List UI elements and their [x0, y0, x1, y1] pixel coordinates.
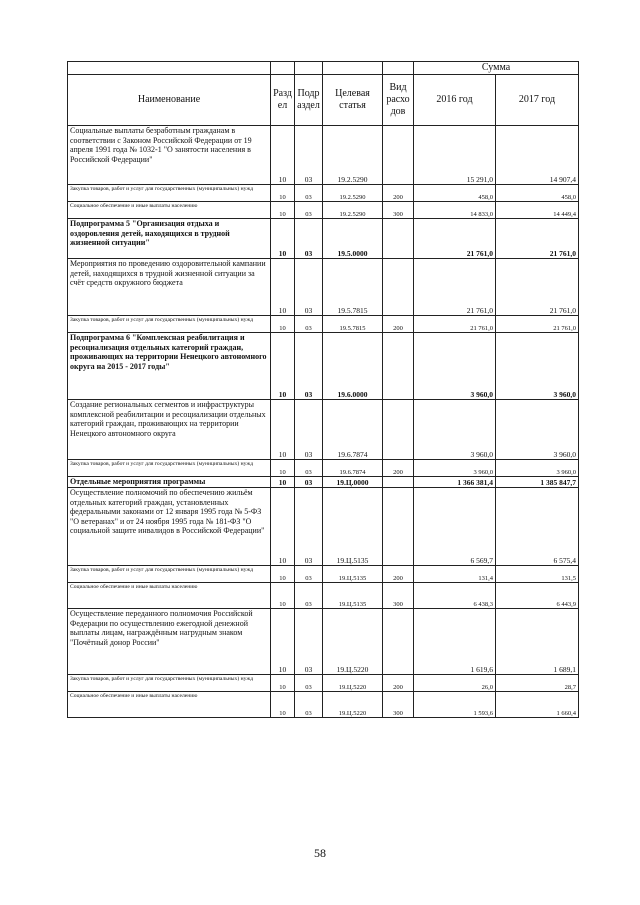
table-row: [68, 259, 579, 316]
row-amount-2016: 6 569,7: [414, 488, 496, 566]
header-sum: Сумма: [414, 62, 579, 75]
row-amount-2017: 21 761,0: [496, 316, 579, 333]
row-amount-2017: 131,5: [496, 566, 579, 583]
table-row: [68, 583, 579, 609]
table-row: [68, 333, 579, 400]
header-blank: [68, 62, 271, 75]
row-amount-2016: 3 960,0: [414, 400, 496, 460]
header-subsection: Подр аздел: [295, 75, 323, 126]
row-amount-2017: 6 443,9: [496, 583, 579, 609]
row-amount-2016: 15 291,0: [414, 126, 496, 185]
row-name: Мероприятия по проведению оздоровительной кампании детей, находящихся в трудной жизненной ситуации за счёт средств окружного бюджета: [68, 259, 271, 316]
row-subsection: 03: [295, 460, 323, 477]
table-row: [68, 219, 579, 259]
row-section: 10: [271, 126, 295, 185]
row-expense-type: [383, 400, 414, 460]
row-subsection: 03: [295, 566, 323, 583]
row-section: 10: [271, 692, 295, 718]
table-body: [68, 126, 579, 718]
row-name: Социальное обеспечение и иные выплаты населению: [68, 692, 271, 718]
table-row: [68, 488, 579, 566]
row-amount-2017: 3 960,0: [496, 460, 579, 477]
row-amount-2017: 1 385 847,7: [496, 477, 579, 488]
row-amount-2017: 458,0: [496, 185, 579, 202]
row-amount-2016: 26,0: [414, 675, 496, 692]
row-expense-type: [383, 219, 414, 259]
table-row: [68, 202, 579, 219]
row-target-article: 19.5.7815: [323, 259, 383, 316]
table-row: [68, 566, 579, 583]
header-section: Разд ел: [271, 75, 295, 126]
row-target-article: 19.2.5290: [323, 185, 383, 202]
row-section: 10: [271, 566, 295, 583]
row-name: Закупка товаров, работ и услуг для государственных (муниципальных) нужд: [68, 675, 271, 692]
row-expense-type: [383, 333, 414, 400]
row-amount-2016: 3 960,0: [414, 460, 496, 477]
row-subsection: 03: [295, 259, 323, 316]
row-name: Отдельные мероприятия программы: [68, 477, 271, 488]
row-section: 10: [271, 219, 295, 259]
row-expense-type: 300: [383, 692, 414, 718]
row-section: 10: [271, 583, 295, 609]
row-amount-2017: 28,7: [496, 675, 579, 692]
row-subsection: 03: [295, 316, 323, 333]
row-section: 10: [271, 488, 295, 566]
row-subsection: 03: [295, 185, 323, 202]
table-row: [68, 609, 579, 675]
row-section: 10: [271, 202, 295, 219]
row-target-article: 19.Ц.0000: [323, 477, 383, 488]
row-section: 10: [271, 259, 295, 316]
row-section: 10: [271, 400, 295, 460]
row-amount-2017: 21 761,0: [496, 219, 579, 259]
row-expense-type: 200: [383, 316, 414, 333]
row-name: Социальное обеспечение и иные выплаты населению: [68, 202, 271, 219]
row-target-article: 19.5.0000: [323, 219, 383, 259]
row-amount-2016: 1 593,6: [414, 692, 496, 718]
row-subsection: 03: [295, 675, 323, 692]
row-section: 10: [271, 316, 295, 333]
header-blank: [271, 62, 295, 75]
header-name: Наименование: [68, 75, 271, 126]
row-amount-2017: 14 449,4: [496, 202, 579, 219]
row-amount-2016: 3 960,0: [414, 333, 496, 400]
header-type: Вид расхо дов: [383, 75, 414, 126]
row-expense-type: [383, 609, 414, 675]
row-section: 10: [271, 333, 295, 400]
table-row: [68, 400, 579, 460]
row-expense-type: [383, 126, 414, 185]
row-amount-2017: 1 689,1: [496, 609, 579, 675]
row-amount-2016: 1 366 381,4: [414, 477, 496, 488]
row-target-article: 19.2.5290: [323, 126, 383, 185]
table-row: [68, 185, 579, 202]
row-target-article: 19.6.7874: [323, 460, 383, 477]
row-subsection: 03: [295, 202, 323, 219]
row-amount-2016: 1 619,6: [414, 609, 496, 675]
row-subsection: 03: [295, 583, 323, 609]
row-subsection: 03: [295, 333, 323, 400]
row-expense-type: [383, 477, 414, 488]
row-target-article: 19.Ц.5220: [323, 609, 383, 675]
row-target-article: 19.Ц.5220: [323, 675, 383, 692]
row-section: 10: [271, 185, 295, 202]
row-name: Закупка товаров, работ и услуг для государственных (муниципальных) нужд: [68, 185, 271, 202]
row-expense-type: 300: [383, 583, 414, 609]
row-name: Закупка товаров, работ и услуг для государственных (муниципальных) нужд: [68, 566, 271, 583]
row-subsection: 03: [295, 692, 323, 718]
row-subsection: 03: [295, 477, 323, 488]
row-target-article: 19.Ц.5135: [323, 566, 383, 583]
row-amount-2016: 21 761,0: [414, 219, 496, 259]
row-expense-type: 300: [383, 202, 414, 219]
table-row: [68, 692, 579, 718]
row-amount-2017: 6 575,4: [496, 488, 579, 566]
budget-table: [67, 61, 579, 718]
table-header: [68, 62, 579, 126]
row-section: 10: [271, 477, 295, 488]
row-subsection: 03: [295, 219, 323, 259]
row-amount-2017: 3 960,0: [496, 400, 579, 460]
header-target: Целевая статья: [323, 75, 383, 126]
header-year-2017: 2017 год: [496, 75, 579, 126]
row-expense-type: 200: [383, 460, 414, 477]
row-name: Подпрограмма 6 "Комплексная реабилитация и ресоциализация отдельных категорий граждан, проживающих на территории Ненецкого автономного округа на 2015 - 2017 годы": [68, 333, 271, 400]
row-expense-type: [383, 488, 414, 566]
row-amount-2017: 14 907,4: [496, 126, 579, 185]
row-name: Осуществление переданного полномочия Российской Федерации по осуществлению ежегодной денежной выплаты лицам, награждённым нагрудным знаком "Почётный донор России": [68, 609, 271, 675]
row-target-article: 19.6.0000: [323, 333, 383, 400]
row-expense-type: 200: [383, 566, 414, 583]
row-subsection: 03: [295, 400, 323, 460]
row-name: Закупка товаров, работ и услуг для государственных (муниципальных) нужд: [68, 316, 271, 333]
row-name: Социальные выплаты безработным гражданам в соответствии с Законом Российской Федерации от 19 апреля 1991 года № 1032-1 "О занятости населения в Российской Федерации": [68, 126, 271, 185]
row-amount-2016: 458,0: [414, 185, 496, 202]
row-name: Социальное обеспечение и иные выплаты населению: [68, 583, 271, 609]
header-blank: [295, 62, 323, 75]
row-amount-2016: 131,4: [414, 566, 496, 583]
row-expense-type: [383, 259, 414, 316]
row-name: Подпрограмма 5 "Организация отдыха и оздоровления детей, находящихся в трудной жизненной ситуации": [68, 219, 271, 259]
row-subsection: 03: [295, 609, 323, 675]
row-amount-2016: 21 761,0: [414, 316, 496, 333]
row-name: Осуществление полномочий по обеспечению жильём отдельных категорий граждан, установленных федеральными законами от 12 января 1995 года № 5-ФЗ "О ветеранах" и от 24 ноября 1995 года № 181-ФЗ "О социальной защите инвалидов в Российской Федерации": [68, 488, 271, 566]
table-row: [68, 316, 579, 333]
row-name: Создание региональных сегментов и инфраструктуры комплексной реабилитации и ресоциализации отдельных категорий граждан, проживающих на территории Ненецкого автономного округа: [68, 400, 271, 460]
table-row: [68, 477, 579, 488]
row-amount-2016: 14 833,0: [414, 202, 496, 219]
row-subsection: 03: [295, 126, 323, 185]
row-amount-2017: 21 761,0: [496, 259, 579, 316]
row-amount-2016: 21 761,0: [414, 259, 496, 316]
row-amount-2017: 1 660,4: [496, 692, 579, 718]
table-row: [68, 460, 579, 477]
row-name: Закупка товаров, работ и услуг для государственных (муниципальных) нужд: [68, 460, 271, 477]
row-target-article: 19.6.7874: [323, 400, 383, 460]
header-blank: [323, 62, 383, 75]
header-year-2016: 2016 год: [414, 75, 496, 126]
row-section: 10: [271, 460, 295, 477]
row-amount-2016: 6 438,3: [414, 583, 496, 609]
row-section: 10: [271, 609, 295, 675]
row-target-article: 19.Ц.5135: [323, 488, 383, 566]
row-target-article: 19.5.7815: [323, 316, 383, 333]
header-blank: [383, 62, 414, 75]
row-section: 10: [271, 675, 295, 692]
row-target-article: 19.Ц.5135: [323, 583, 383, 609]
page-number: 58: [314, 846, 326, 860]
row-subsection: 03: [295, 488, 323, 566]
row-target-article: 19.Ц.5220: [323, 692, 383, 718]
row-amount-2017: 3 960,0: [496, 333, 579, 400]
table-row: [68, 126, 579, 185]
row-expense-type: 200: [383, 675, 414, 692]
table-row: [68, 675, 579, 692]
row-target-article: 19.2.5290: [323, 202, 383, 219]
row-expense-type: 200: [383, 185, 414, 202]
